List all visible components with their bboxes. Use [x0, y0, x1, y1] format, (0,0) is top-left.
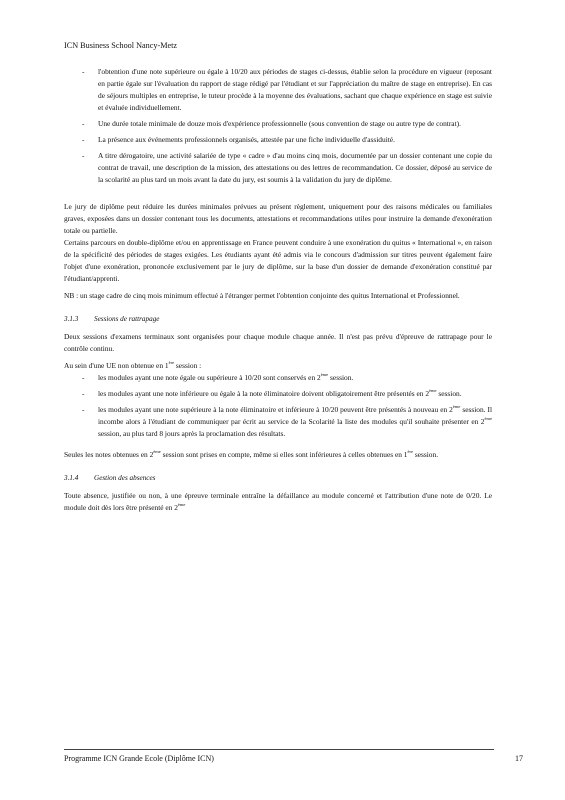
section-heading-absences	[64, 472, 492, 484]
requirements-list	[64, 66, 492, 186]
section-number: 3.1.4	[64, 474, 79, 482]
page-number: 17	[515, 754, 523, 763]
section-number: 3.1.3	[64, 315, 79, 323]
list-item: - La présence aux événements professionnels organisés, attestée par une fiche individuelle d'assiduité.	[64, 134, 492, 146]
paragraph-seules: Seules les notes obtenues en 2ème session sont prises en compte, même si elles sont inférieures à celles obtenues en 1ère session.	[64, 449, 439, 459]
section-heading-sessions	[64, 313, 492, 325]
list-item: - Une durée totale minimale de douze mois d'expérience professionnelle (sous convention de stage ou autre type de contrat).	[64, 118, 492, 130]
list-item: - les modules ayant une note inférieure ou égale à la note éliminatoire doivent obligatoirement être présentés en 2ème session.	[64, 388, 492, 400]
paragraph-ue-intro: Au sein d'une UE non obtenue en 1ère session :	[64, 360, 202, 370]
paragraph-certains: Certains parcours en double-diplôme et/ou en apprentissage en France peuvent conduire à une exonération du quitus « International », en raison de la spécificité des périodes de stages exigées. Les étudiants ayant été admis via le concours d'admission sur titres peuvent également faire l'objet d'une exonération, prononcée exclusivement par le jury de diplôme, sur la base d'un dossier de demande d'exonération constitué par l'étudiant/apprenti.	[64, 238, 492, 283]
list-item: - l'obtention d'une note supérieure ou égale à 10/20 aux périodes de stages ci-dessus, établie selon la procédure en vigueur (reposant en partie égale sur l'évaluation du rapport de stage rédigé par l'étudiant et sur l'appréciation du maître de stage en entreprise). En cas de séjours multiples en entreprise, le tuteur procède à la moyenne des évaluations, sachant que chaque expérience en stage est suivie et évaluée individuellement.	[64, 66, 492, 114]
paragraph-absence: Toute absence, justifiée ou non, à une épreuve terminale entraîne la défaillance au module concerné et l'attribution d'une note de 0/20. Le module doit dès lors être présenté en 2ème	[64, 491, 492, 512]
paragraph-deux-sessions: Deux sessions d'examens terminaux sont organisées pour chaque module chaque année. Il n'est pas prévu d'épreuve de rattrapage pour le contrôle continu.	[64, 332, 492, 353]
page-content	[64, 66, 492, 514]
page-header: ICN Business School Nancy-Metz	[64, 41, 178, 50]
section-title: Gestion des absences	[94, 474, 156, 482]
list-item: - A titre dérogatoire, une activité salariée de type « cadre » d'au moins cinq mois, documentée par un dossier contenant une copie du contrat de travail, une description de la mission, des attestations ou des lettres de recommandation. Ce dossier, déposé au service de la scolarité au plus tard un mois avant la date du jury, est soumis à la validation du jury de diplôme.	[64, 150, 492, 186]
list-item: - les modules ayant une note supérieure à la note éliminatoire et inférieure à 10/20 peuvent être présentés à nouveau en 2ème session. Il incombe alors à l'étudiant de communiquer par écrit au service de la Scolarité la liste des modules qu'il souhaite présenter en 2ème session, au plus tard 8 jours après la proclamation des résultats.	[64, 404, 492, 440]
ue-module-list	[64, 372, 492, 440]
paragraph-nb: NB : un stage cadre de cinq mois minimum effectué à l'étranger permet l'obtention conjointe des quitus International et Professionnel.	[64, 291, 460, 300]
paragraph-jury: Le jury de diplôme peut réduire les durées minimales prévues au présent règlement, uniquement pour des raisons médicales ou familiales graves, exposées dans un dossier contenant tous les documents, attestations et recommandations utiles pour instruire la demande d'exonération totale ou partielle.	[64, 202, 492, 235]
footer-divider	[64, 749, 494, 750]
page-footer: Programme ICN Grande Ecole (Diplôme ICN)	[64, 754, 214, 763]
list-item: - les modules ayant une note égale ou supérieure à 10/20 sont conservés en 2ème session.	[64, 372, 492, 384]
section-title: Sessions de rattrapage	[94, 315, 160, 323]
